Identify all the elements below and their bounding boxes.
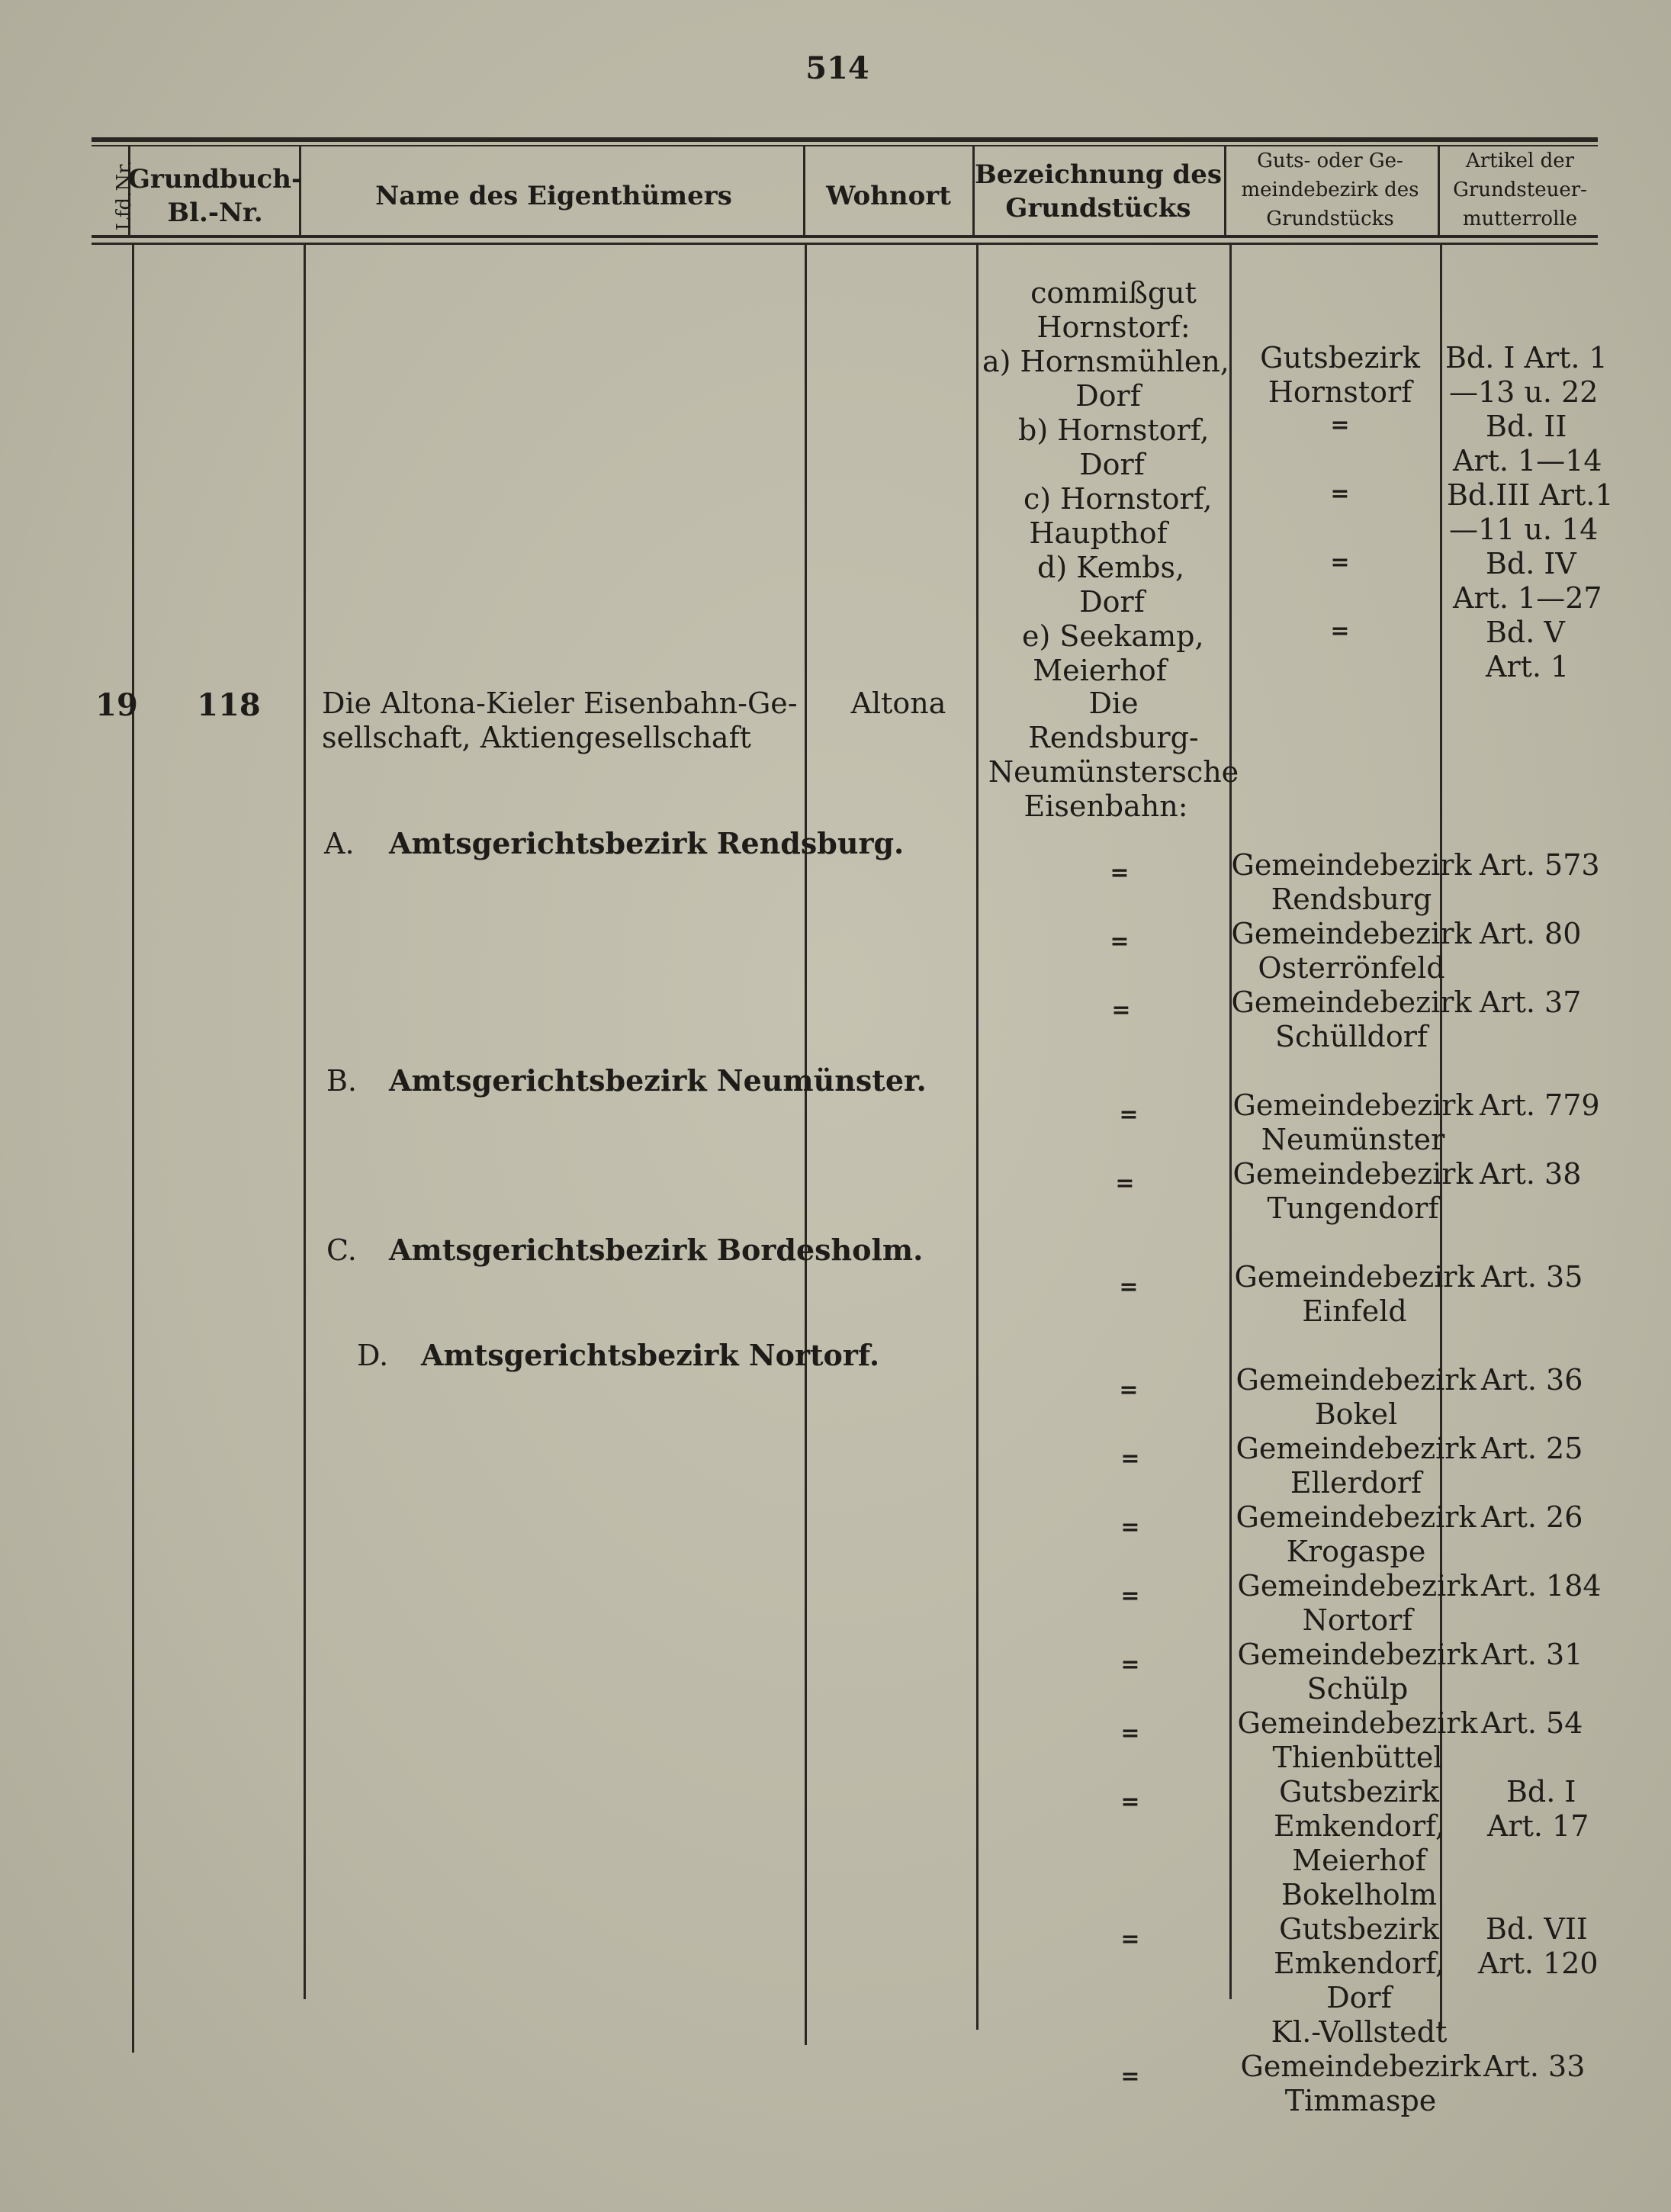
ditto-mark: = [1120,1583,1140,1609]
artikel-line: Art. 1 [1486,650,1570,683]
hdr-sep-6 [1438,146,1440,235]
row-bezirk-place: Timmaspe [1284,2084,1437,2117]
row-bezirk: Gemeindebezirk [1236,1500,1477,1534]
section-label: D. [357,1339,389,1372]
row-artikel: Art. 35 [1481,1260,1583,1294]
section-label: A. [324,827,355,860]
row-artikel: Art. 120 [1478,1947,1599,1980]
artikel-line: Bd. V [1486,616,1565,649]
header-wohnort: Wohnort [826,181,951,211]
entry-owner-name-1: Die Altona-Kieler Eisenbahn-Ge- [322,686,798,720]
row-bezirk: Gemeindebezirk [1237,1706,1478,1740]
header-lfd-nr: Lfd.Nr. [113,160,136,231]
ditto-mark: = [1330,412,1350,439]
header-bezirk-3: Grundstücks [1266,207,1394,230]
row-artikel: Art. 33 [1483,2050,1586,2083]
row-bezirk-place: Osterrönfeld [1258,951,1445,985]
bez-line: Dorf [1079,448,1145,481]
row-artikel: Art. 779 [1480,1088,1600,1122]
bez-line: Dorf [1079,585,1145,619]
row-bezirk-place: Bokel [1314,1397,1398,1431]
row-bezirk: Gemeindebezirk [1231,985,1472,1019]
header-artikel-3: mutterrolle [1462,207,1578,230]
ditto-mark: = [1115,1170,1135,1197]
row-bezirk: Gemeindebezirk [1240,2050,1481,2083]
row-artikel: Bd. I [1506,1775,1576,1809]
row-artikel: Art. 80 [1480,917,1582,950]
row-bezirk-place: Meierhof [1292,1844,1426,1877]
col-sep-5 [1229,245,1232,1999]
row-bezirk: Gutsbezirk [1279,1775,1439,1809]
artikel-line: Art. 1—27 [1453,581,1602,615]
row-artikel: Art. 573 [1480,848,1600,882]
row-bezirk: Gemeindebezirk [1237,1569,1478,1603]
bezirk-line: Hornstorf [1268,375,1412,409]
row-artikel: Art. 17 [1487,1809,1589,1843]
row-artikel: Art. 25 [1481,1432,1583,1465]
row-bezirk: Gemeindebezirk [1234,1260,1475,1294]
ditto-mark: = [1120,1720,1140,1747]
entry-bezeichnung: Neumünstersche [988,755,1239,789]
row-bezirk: Gemeindebezirk [1236,1432,1477,1465]
entry-bezeichnung: Rendsburg- [1028,721,1199,754]
artikel-line: Bd. II [1486,410,1567,443]
artikel-line: Bd.III Art.1 [1447,478,1614,512]
row-bezirk-place: Neumünster [1261,1123,1445,1156]
ditto-mark: = [1330,481,1350,507]
section-label: C. [326,1233,357,1267]
entry-grundbuch-nr: 118 [197,687,261,723]
ditto-mark: = [1110,928,1130,955]
bezirk-line: Gutsbezirk [1260,341,1420,375]
bez-line: d) Kembs, [1037,551,1185,584]
row-bezirk-place: Ellerdorf [1290,1466,1422,1500]
section-title: Amtsgerichtsbezirk Rendsburg. [389,826,905,860]
hdr-sep-3 [803,146,805,235]
ditto-mark: = [1120,1651,1140,1678]
section-title: Amtsgerichtsbezirk Neumünster. [389,1063,927,1098]
bez-line: b) Hornstorf, [1018,413,1210,447]
bez-line: Hornstorf: [1036,310,1191,344]
bez-line: Haupthof [1029,516,1168,550]
artikel-line: Bd. I Art. 1 [1445,341,1608,375]
page-number: 514 [805,50,869,86]
row-artikel: Art. 26 [1481,1500,1583,1534]
row-bezirk-place: Emkendorf, [1274,1809,1444,1843]
ditto-mark: = [1119,1101,1139,1128]
bez-line: Meierhof [1033,654,1167,687]
bez-line: c) Hornstorf, [1023,482,1213,516]
row-bezirk: Gutsbezirk [1279,1912,1439,1946]
row-bezirk-place: Krogaspe [1286,1535,1426,1568]
header-name: Name des Eigenthümers [375,181,732,211]
section-title: Amtsgerichtsbezirk Bordesholm. [389,1233,924,1267]
bez-line: e) Seekamp, [1022,619,1204,653]
row-artikel: Art. 184 [1481,1569,1602,1603]
artikel-line: Art. 1—14 [1453,444,1602,477]
col-sep-1 [132,245,134,2053]
header-top-rule [92,137,1598,142]
row-bezirk-place: Kl.-Vollstedt [1271,2015,1448,2049]
ditto-mark: = [1120,1926,1140,1953]
row-bezirk: Gemeindebezirk [1231,848,1472,882]
ditto-mark: = [1330,549,1350,576]
row-bezirk-place: Emkendorf, [1274,1947,1444,1980]
row-bezirk-place: Dorf [1326,1981,1392,2014]
row-bezirk: Gemeindebezirk [1232,1157,1473,1191]
header-bezirk-1: Guts- oder Ge- [1257,150,1403,172]
header-bezirk-2: meindebezirk des [1241,178,1419,201]
row-bezirk-place: Einfeld [1302,1294,1407,1328]
ditto-mark: = [1120,1514,1140,1541]
header-bezeichnung-2: Grundstücks [1005,193,1191,223]
header-bezeichnung-1: Bezeichnung des [975,159,1222,190]
section-label: B. [326,1064,358,1098]
col-sep-4 [976,245,978,2030]
ditto-mark: = [1120,1789,1140,1815]
row-bezirk-place: Bokelholm [1281,1878,1438,1911]
col-sep-2 [304,245,306,1999]
bez-line: Dorf [1075,379,1141,413]
row-bezirk-place: Schülp [1306,1672,1409,1706]
entry-bezeichnung: Die [1088,686,1139,720]
ditto-mark: = [1119,1377,1139,1403]
row-artikel: Art. 38 [1480,1157,1582,1191]
ditto-mark: = [1330,618,1350,645]
row-bezirk: Gemeindebezirk [1237,1638,1478,1671]
ditto-mark: = [1119,1274,1139,1301]
bez-line: a) Hornsmühlen, [982,345,1229,378]
entry-bezeichnung: Eisenbahn: [1023,789,1188,823]
ditto-mark: = [1120,1445,1140,1472]
row-bezirk: Gemeindebezirk [1231,917,1472,950]
bez-line: commißgut [1030,276,1197,310]
entry-owner-name-2: sellschaft, Aktiengesellschaft [322,721,751,754]
header-grundbuch-1: Grundbuch- [127,164,303,195]
header-grundbuch-2: Bl.-Nr. [167,198,263,228]
row-bezirk-place: Schülldorf [1274,1020,1428,1053]
row-bezirk-place: Nortorf [1302,1603,1413,1637]
row-artikel: Art. 37 [1480,985,1582,1019]
row-artikel: Art. 36 [1481,1363,1583,1397]
artikel-line: —13 u. 22 [1449,375,1599,409]
artikel-line: —11 u. 14 [1449,513,1599,546]
ditto-mark: = [1120,2063,1140,2090]
row-bezirk-place: Rendsburg [1271,883,1432,916]
col-sep-3 [805,245,807,2045]
row-bezirk: Gemeindebezirk [1232,1088,1473,1122]
header-bottom-rule [92,235,1598,238]
entry-wohnort: Altona [850,686,946,720]
entry-lfd-nr: 19 [95,687,138,723]
row-artikel: Art. 54 [1481,1706,1583,1740]
section-title: Amtsgerichtsbezirk Nortorf. [421,1338,880,1372]
ditto-mark: = [1110,860,1130,886]
header-top-rule-thin [92,145,1598,146]
row-artikel: Bd. VII [1486,1912,1588,1946]
artikel-line: Bd. IV [1486,547,1576,580]
row-bezirk-place: Thienbüttel [1272,1741,1443,1774]
ditto-mark: = [1111,997,1131,1024]
header-artikel-2: Grundsteuer- [1453,178,1587,201]
row-artikel: Art. 31 [1481,1638,1583,1671]
hdr-sep-5 [1224,146,1226,235]
row-bezirk-place: Tungendorf [1267,1191,1439,1225]
header-bottom-rule-2 [92,243,1598,245]
header-artikel-1: Artikel der [1465,150,1575,172]
row-bezirk: Gemeindebezirk [1236,1363,1477,1397]
